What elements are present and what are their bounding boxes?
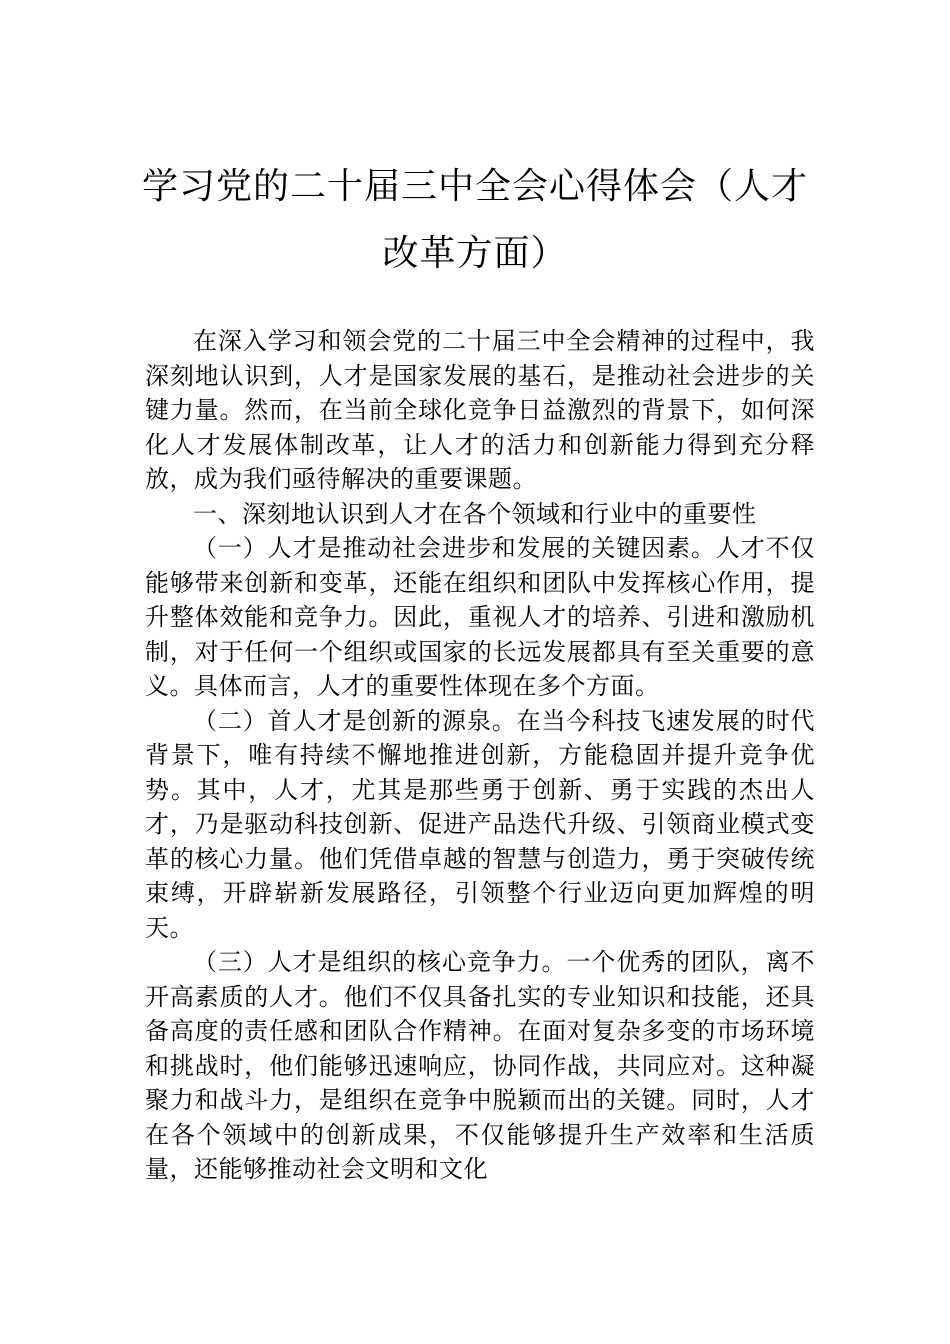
document-title-line-2: 改革方面） [382, 233, 568, 274]
paragraph-intro: 在深入学习和领会党的二十届三中全会精神的过程中，我深刻地认识到，人才是国家发展的基石，是推动社会进步的关键力量。然而，在当前全球化竞争日益激烈的背景下，如何深化人才发展体制改革，让人才的活力和创新能力得到充分释放，成为我们亟待解决的重要课题。 [145, 327, 815, 493]
document-title-line-1: 学习党的二十届三中全会心得体会（人才 [141, 166, 808, 207]
paragraph-point-2: （二）首人才是创新的源泉。在当今科技飞速发展的时代背景下，唯有持续不懈地推进创新，方能稳固并提升竞争优势。其中，人才，尤其是那些勇于创新、勇于实践的杰出人才，乃是驱动科技创新、促进产品迭代升级、引领商业模式变革的核心力量。他们凭借卓越的智慧与创造力，勇于突破传统束缚，开辟崭新发展路径，引领整个行业迈向更加辉煌的明天。 [145, 706, 815, 942]
paragraph-point-1: （一）人才是推动社会进步和发展的关键因素。人才不仅能够带来创新和变革，还能在组织和团队中发挥核心作用，提升整体效能和竞争力。因此，重视人才的培养、引进和激励机制，对于任何一个组织或国家的长远发展都具有至关重要的意义。具体而言，人才的重要性体现在多个方面。 [145, 534, 815, 700]
document-body [145, 324, 815, 1187]
section-heading-1: 一、深刻地认识到人才在各个领域和行业中的重要性 [193, 499, 757, 528]
paragraph-point-3: （三）人才是组织的核心竞争力。一个优秀的团队，离不开高素质的人才。他们不仅具备扎实的专业知识和技能，还具备高度的责任感和团队合作精神。在面对复杂多变的市场环境和挑战时，他们能够迅速响应，协同作战，共同应对。这种凝聚力和战斗力，是组织在竞争中脱颖而出的关键。同时，人才在各个领域中的创新成果，不仅能够提升生产效率和生活质量，还能够推动社会文明和文化 [145, 948, 815, 1183]
